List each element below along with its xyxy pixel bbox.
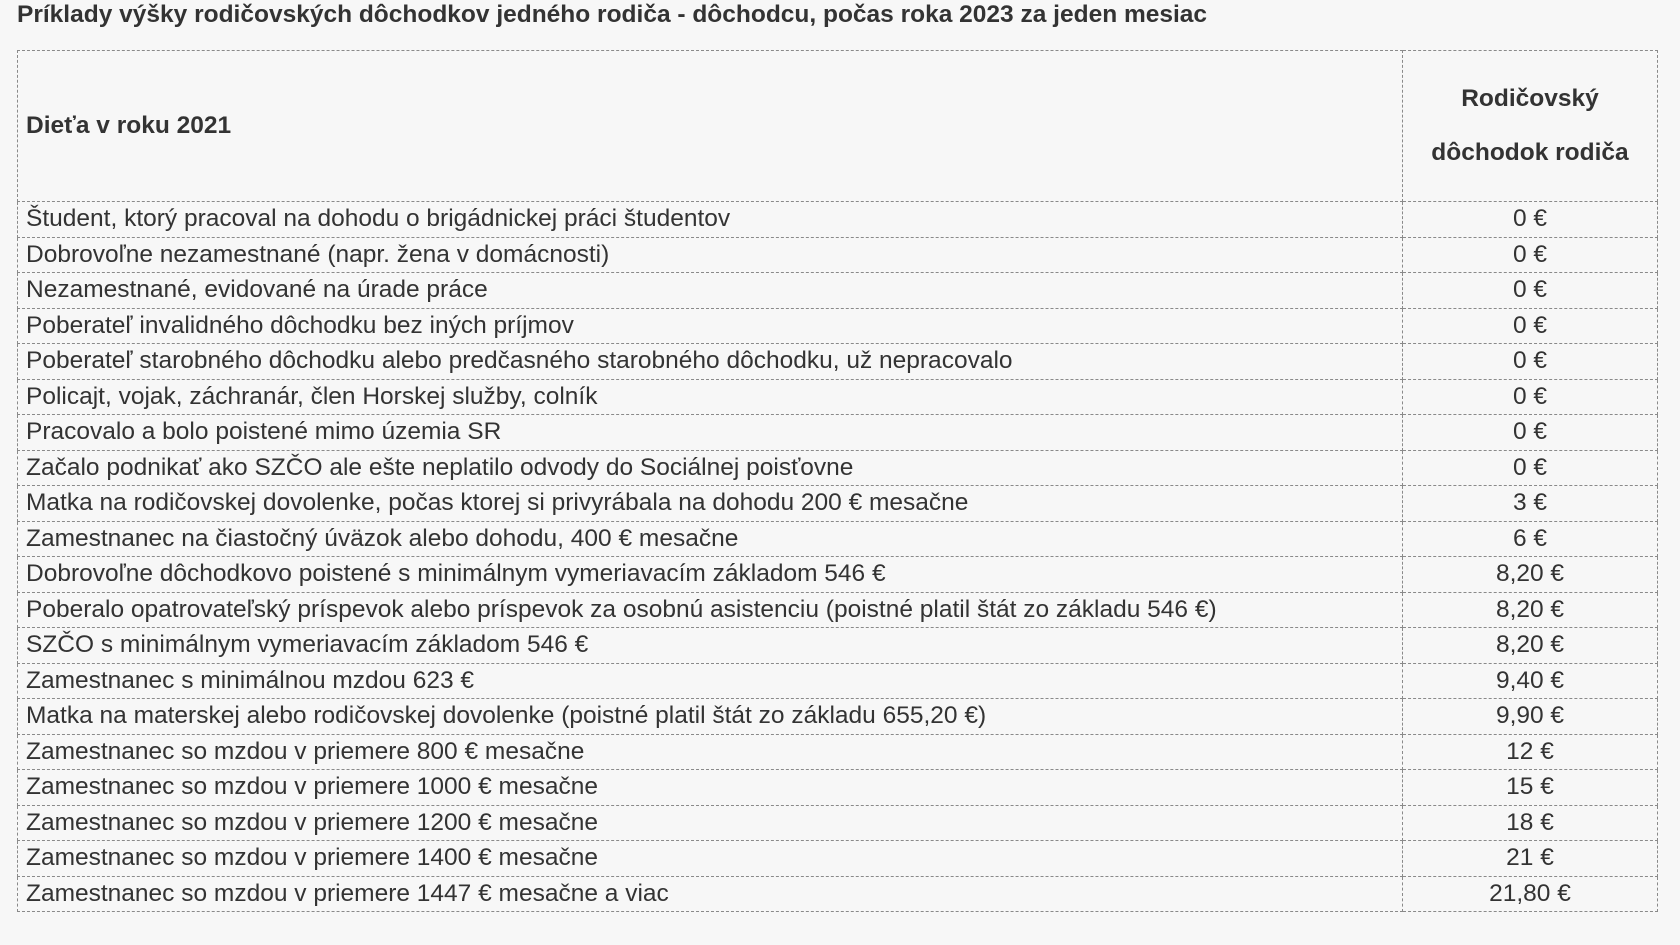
table-row	[18, 486, 1658, 522]
table-row	[18, 273, 1658, 309]
row-value: 0 €	[1403, 344, 1658, 380]
row-label: Zamestnanec so mzdou v priemere 1200 € mesačne	[18, 805, 1403, 841]
row-value: 21 €	[1403, 841, 1658, 877]
row-value: 8,20 €	[1403, 557, 1658, 593]
row-label: Zamestnanec so mzdou v priemere 1000 € mesačne	[18, 770, 1403, 806]
row-value: 8,20 €	[1403, 628, 1658, 664]
row-value: 12 €	[1403, 734, 1658, 770]
row-value: 21,80 €	[1403, 876, 1658, 912]
row-label: SZČO s minimálnym vymeriavacím základom 546 €	[18, 628, 1403, 664]
row-value: 0 €	[1403, 379, 1658, 415]
row-label: Poberateľ invalidného dôchodku bez iných príjmov	[18, 308, 1403, 344]
row-value: 0 €	[1403, 415, 1658, 451]
row-value: 15 €	[1403, 770, 1658, 806]
row-value: 3 €	[1403, 486, 1658, 522]
row-label: Zamestnanec s minimálnou mzdou 623 €	[18, 663, 1403, 699]
row-value: 0 €	[1403, 450, 1658, 486]
row-value: 0 €	[1403, 273, 1658, 309]
row-label: Policajt, vojak, záchranár, člen Horskej služby, colník	[18, 379, 1403, 415]
table-row	[18, 202, 1658, 238]
row-label: Matka na rodičovskej dovolenke, počas ktorej si privyrábala na dohodu 200 € mesačne	[18, 486, 1403, 522]
table-row	[18, 699, 1658, 735]
table-row	[18, 841, 1658, 877]
row-value: 0 €	[1403, 202, 1658, 238]
row-label: Zamestnanec na čiastočný úväzok alebo dohodu, 400 € mesačne	[18, 521, 1403, 557]
table-row	[18, 557, 1658, 593]
row-label: Študent, ktorý pracoval na dohodu o brigádnickej práci študentov	[18, 202, 1403, 238]
table-row	[18, 521, 1658, 557]
table-row	[18, 450, 1658, 486]
column-header-pension	[1403, 51, 1658, 202]
row-value: 18 €	[1403, 805, 1658, 841]
row-value: 6 €	[1403, 521, 1658, 557]
table-row	[18, 734, 1658, 770]
column-header-child: Dieťa v roku 2021	[18, 51, 1403, 202]
row-value: 0 €	[1403, 308, 1658, 344]
row-label: Poberateľ starobného dôchodku alebo predčasného starobného dôchodku, už nepracovalo	[18, 344, 1403, 380]
column-header-pension-line2: dôchodok rodiča	[1431, 139, 1629, 166]
table-row	[18, 876, 1658, 912]
row-label: Zamestnanec so mzdou v priemere 1400 € mesačne	[18, 841, 1403, 877]
row-label: Začalo podnikať ako SZČO ale ešte neplatilo odvody do Sociálnej poisťovne	[18, 450, 1403, 486]
pension-table	[17, 50, 1658, 912]
row-label: Matka na materskej alebo rodičovskej dovolenke (poistné platil štát zo základu 655,20 €)	[18, 699, 1403, 735]
row-label: Zamestnanec so mzdou v priemere 800 € mesačne	[18, 734, 1403, 770]
row-value: 8,20 €	[1403, 592, 1658, 628]
table-row	[18, 237, 1658, 273]
table-row	[18, 415, 1658, 451]
table-body	[18, 202, 1658, 912]
row-label: Zamestnanec so mzdou v priemere 1447 € mesačne a viac	[18, 876, 1403, 912]
pension-table-container	[17, 50, 1657, 912]
table-header-row	[18, 51, 1658, 202]
row-label: Dobrovoľne dôchodkovo poistené s minimálnym vymeriavacím základom 546 €	[18, 557, 1403, 593]
row-value: 0 €	[1403, 237, 1658, 273]
row-label: Pracovalo a bolo poistené mimo územia SR	[18, 415, 1403, 451]
row-label: Dobrovoľne nezamestnané (napr. žena v domácnosti)	[18, 237, 1403, 273]
page-title: Príklady výšky rodičovských dôchodkov jedného rodiča - dôchodcu, počas roka 2023 za jeden mesiac	[17, 1, 1208, 28]
table-row	[18, 805, 1658, 841]
table-row	[18, 663, 1658, 699]
row-value: 9,40 €	[1403, 663, 1658, 699]
table-row	[18, 344, 1658, 380]
table-row	[18, 379, 1658, 415]
table-row	[18, 592, 1658, 628]
row-label: Poberalo opatrovateľský príspevok alebo príspevok za osobnú asistenciu (poistné platil štát zo základu 546 €)	[18, 592, 1403, 628]
row-value: 9,90 €	[1403, 699, 1658, 735]
column-header-pension-line1: Rodičovský	[1461, 85, 1599, 112]
row-label: Nezamestnané, evidované na úrade práce	[18, 273, 1403, 309]
table-row	[18, 308, 1658, 344]
table-row	[18, 628, 1658, 664]
table-row	[18, 770, 1658, 806]
